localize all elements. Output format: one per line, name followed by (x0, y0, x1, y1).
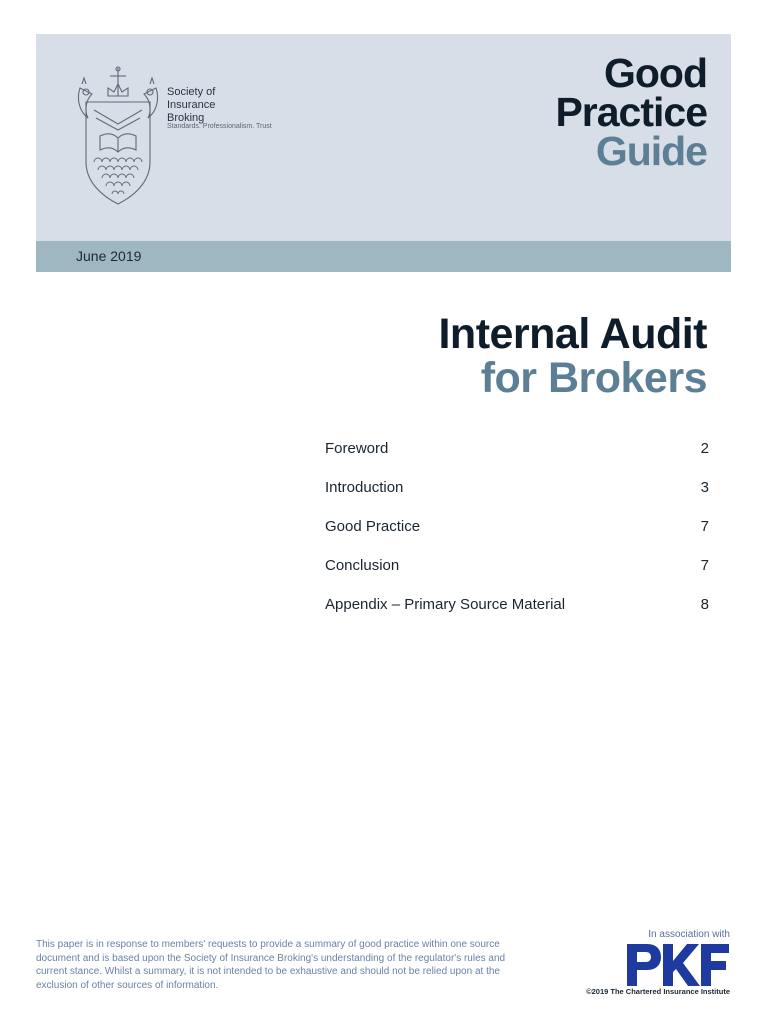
society-crest-icon (74, 66, 162, 208)
toc-label: Introduction (325, 479, 404, 496)
document-title-line2: for Brokers (480, 354, 707, 402)
toc-entry[interactable] (325, 518, 709, 557)
guide-title-line: Guide (595, 128, 707, 174)
toc-label: Good Practice (325, 518, 421, 535)
date-bar (36, 241, 731, 272)
guide-title-line: Good (603, 50, 707, 96)
org-name-line: Insurance (167, 99, 216, 111)
toc-entry[interactable] (325, 557, 709, 596)
copyright-notice: ©2019 The Chartered Insurance Institute (586, 987, 730, 996)
organisation-tagline: Standards. Professionalism. Trust (167, 123, 272, 130)
header-band (36, 34, 731, 241)
guide-title-line: Practice (555, 89, 707, 135)
org-name-line: Society of (167, 86, 216, 98)
toc-page: 8 (700, 596, 709, 613)
organisation-name (167, 86, 215, 125)
disclaimer-text: This paper is in response to members' requests to provide a summary of good practice within one source document and is based upon the Society of Insurance Broking's understanding of the regulator's rules and current stance. Whilst a summary, it is not intended to be exhaustive and should not be relied upon at the exclusion of other sources of information. (36, 939, 506, 991)
guide-title (555, 50, 707, 174)
toc-page: 7 (700, 518, 709, 535)
toc-page: 7 (700, 557, 709, 574)
org-name-line: Broking (167, 112, 205, 124)
toc-page: 3 (700, 479, 709, 496)
toc-entry[interactable] (325, 440, 709, 479)
toc-page: 2 (700, 440, 709, 457)
document-title (438, 312, 707, 400)
table-of-contents (325, 440, 709, 635)
toc-label: Appendix – Primary Source Material (325, 596, 566, 613)
publication-date: June 2019 (76, 248, 142, 264)
association-label: In association with (648, 929, 730, 940)
toc-entry[interactable] (325, 479, 709, 518)
pkf-logo-icon (625, 942, 731, 988)
toc-label: Conclusion (325, 557, 400, 574)
toc-label: Foreword (325, 440, 389, 457)
toc-entry[interactable] (325, 596, 709, 635)
document-title-line1: Internal Audit (438, 310, 707, 358)
